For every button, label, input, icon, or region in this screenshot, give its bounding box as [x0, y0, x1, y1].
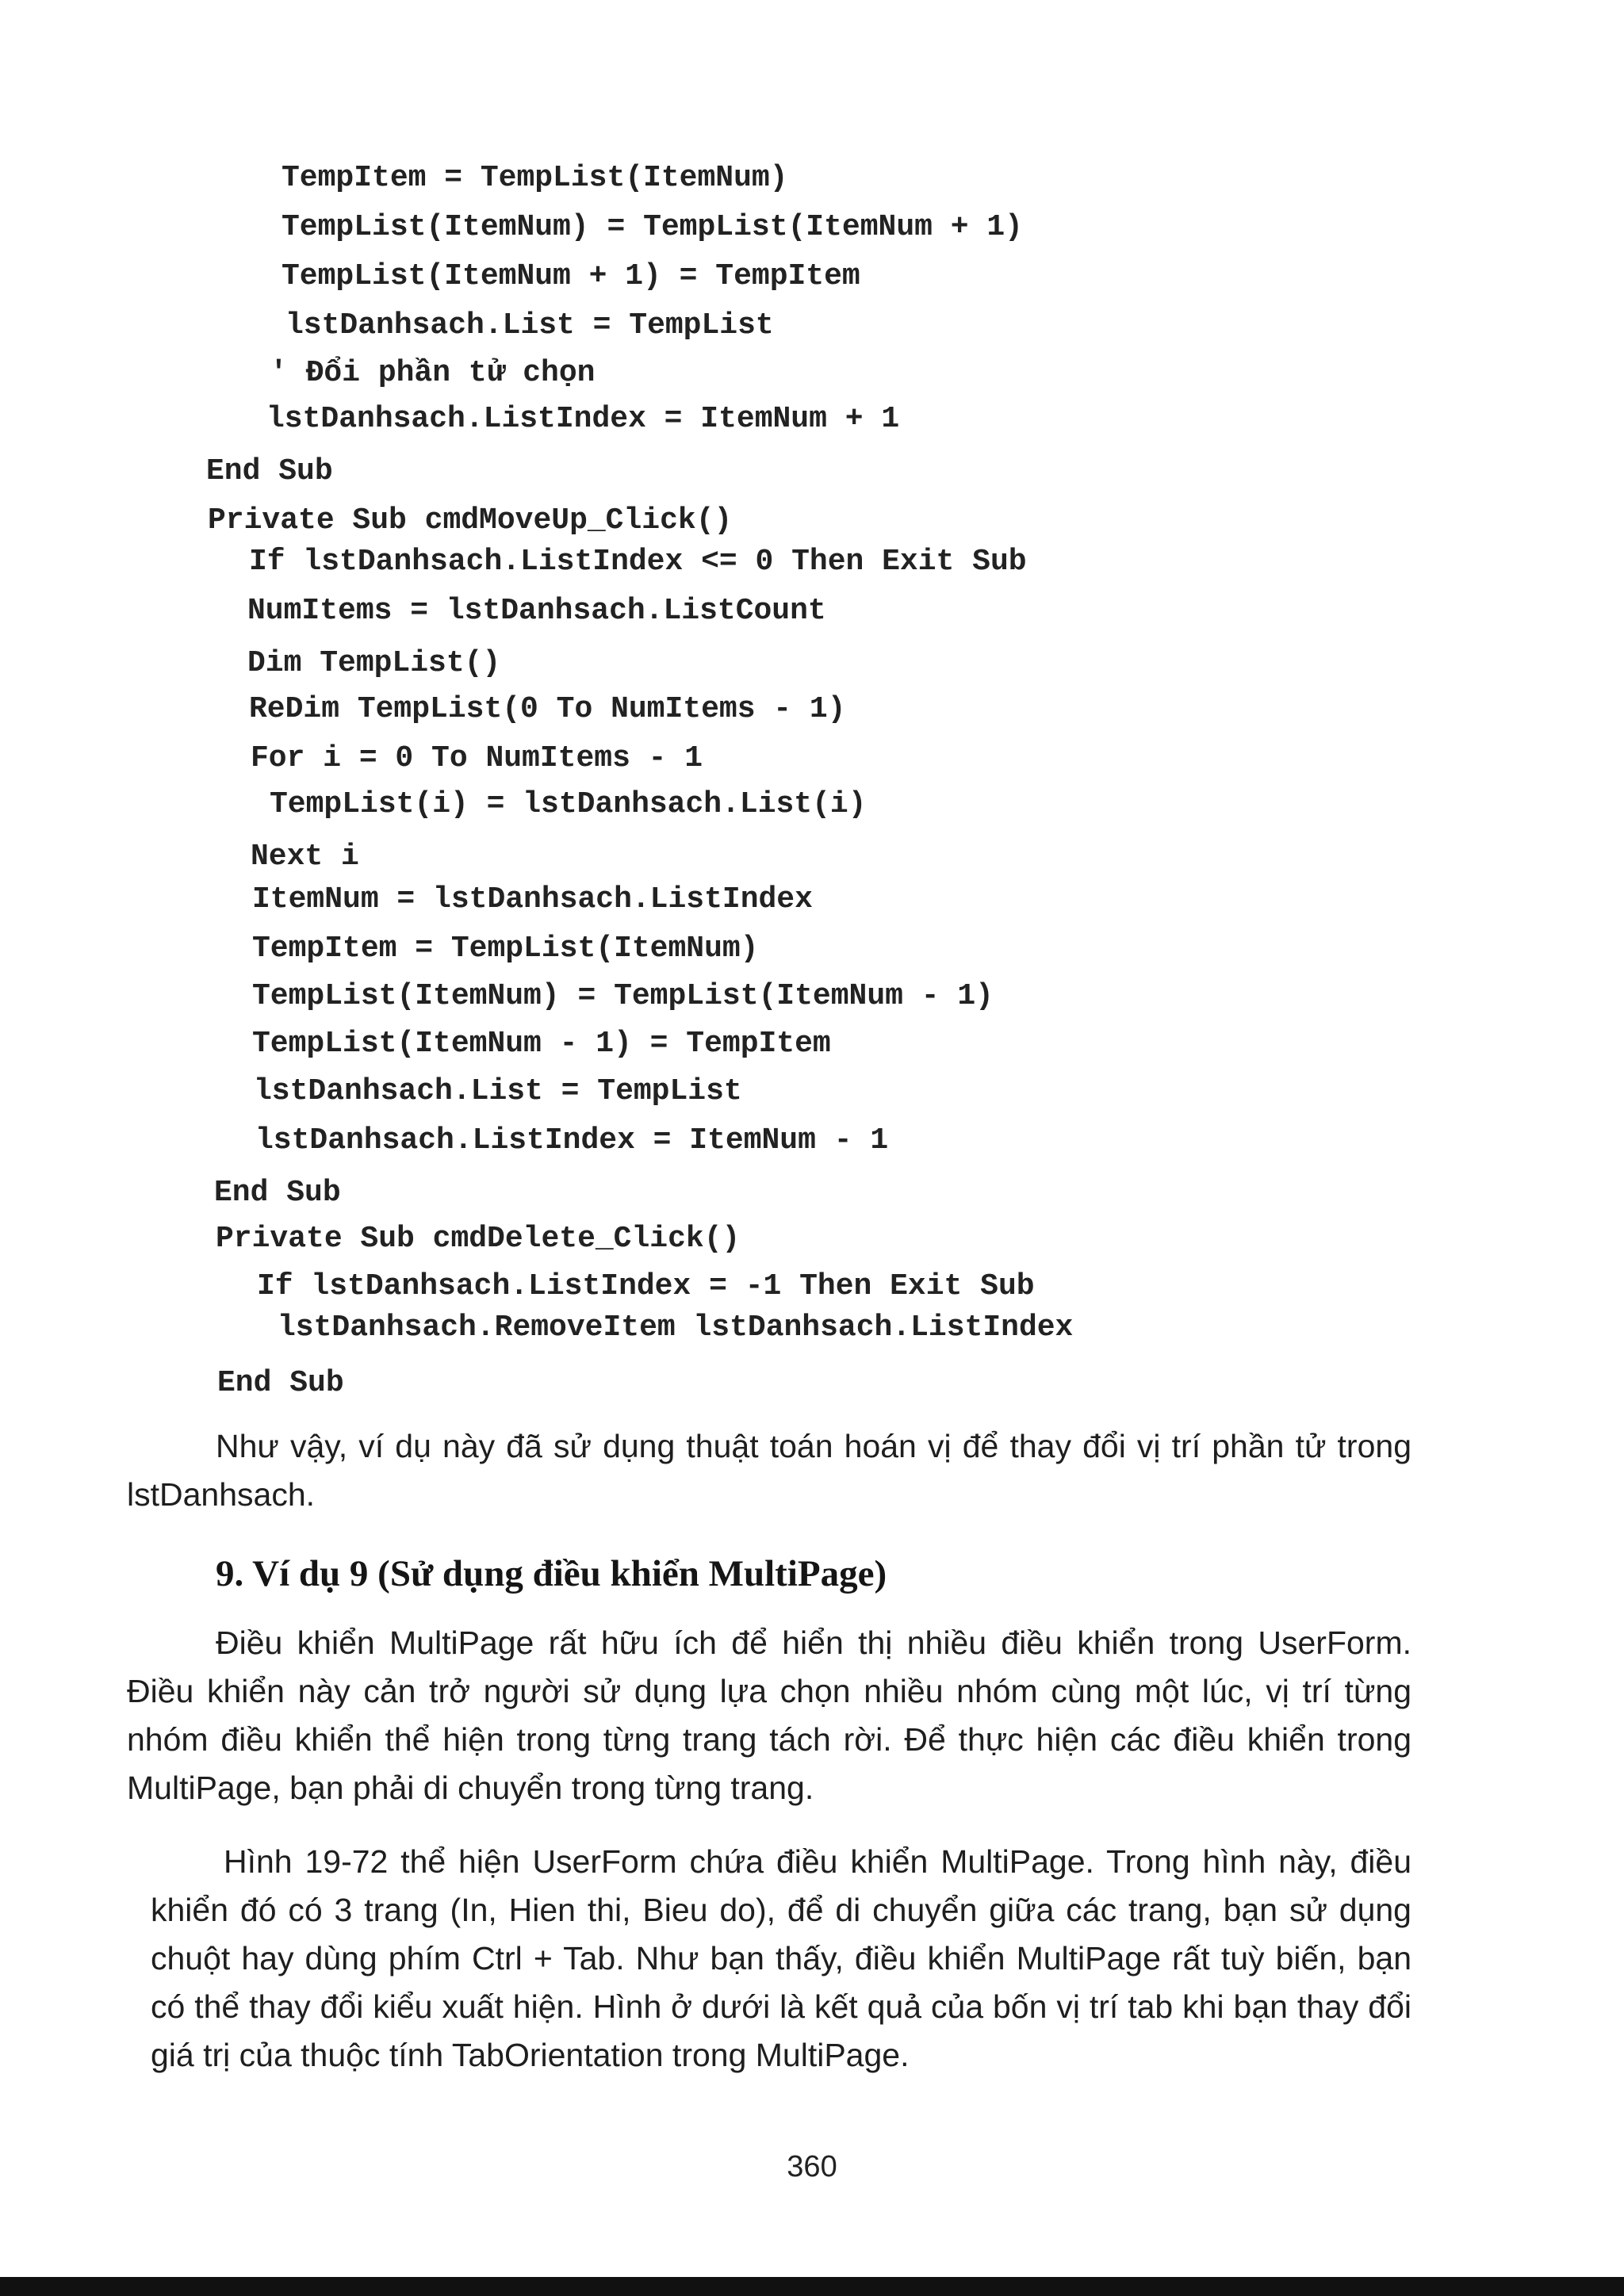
- code-line: TempItem = TempList(ItemNum): [252, 932, 759, 966]
- code-line: ItemNum = lstDanhsach.ListIndex: [252, 882, 813, 916]
- code-line: lstDanhsach.List = TempList: [254, 1074, 742, 1108]
- code-line: End Sub: [214, 1176, 341, 1210]
- code-line: Dim TempList(): [247, 646, 501, 680]
- code-line: TempList(ItemNum + 1) = TempItem: [282, 259, 860, 293]
- body-paragraph: Hình 19-72 thể hiện UserForm chứa điều khiển MultiPage. Trong hình này, điều khiển đó có 3 trang (In, Hien thi, Bieu do), để di chuyển giữa các trang, bạn sử dụng chuột hay dùng phím Ctrl + Tab. Như bạn thấy, điều khiển MultiPage rất tuỳ biến, bạn có thể thay đổi kiểu xuất hiện. Hình ở dưới là kết quả của bốn vị trí tab khi bạn thay đổi giá trị của thuộc tính TabOrientation trong MultiPage.: [151, 1843, 1411, 2073]
- page-number: 360: [787, 2150, 837, 2183]
- code-line: End Sub: [206, 454, 333, 488]
- code-line: TempList(i) = lstDanhsach.List(i): [270, 787, 867, 821]
- code-line: End Sub: [217, 1366, 344, 1400]
- code-line: For i = 0 To NumItems - 1: [251, 741, 703, 775]
- code-block: [0, 0, 1074, 1400]
- body-paragraph: Như vậy, ví dụ này đã sử dụng thuật toán hoán vị để thay đổi vị trí phần tử trong lstDanhsach.: [127, 1428, 1411, 1513]
- code-line: TempList(ItemNum) = TempList(ItemNum + 1): [282, 210, 1023, 244]
- code-line: lstDanhsach.List = TempList: [285, 308, 774, 342]
- code-line: Private Sub cmdMoveUp_Click(): [208, 503, 733, 538]
- body-paragraph: Điều khiển MultiPage rất hữu ích để hiển thị nhiều điều khiển trong UserForm. Điều khiển này cản trở người sử dụng lựa chọn nhiều nhóm cùng một lúc, vị trí từng nhóm điều khiển thể hiện trong từng trang tách rời. Để thực hiện các điều khiển trong MultiPage, bạn phải di chuyển trong từng trang.: [127, 1624, 1411, 1806]
- code-line: Private Sub cmdDelete_Click(): [216, 1222, 741, 1256]
- code-comment: ' Đổi phần tử chọn: [270, 356, 596, 390]
- code-line: If lstDanhsach.ListIndex = -1 Then Exit Sub: [257, 1269, 1035, 1303]
- code-line: ReDim TempList(0 To NumItems - 1): [249, 692, 846, 726]
- code-line: If lstDanhsach.ListIndex <= 0 Then Exit Sub: [249, 545, 1027, 579]
- code-line: NumItems = lstDanhsach.ListCount: [247, 594, 826, 628]
- scan-border: [0, 2277, 1624, 2296]
- code-line: TempList(ItemNum) = TempList(ItemNum - 1): [252, 979, 994, 1013]
- code-line: lstDanhsach.ListIndex = ItemNum - 1: [255, 1123, 889, 1158]
- code-line: lstDanhsach.RemoveItem lstDanhsach.ListIndex: [278, 1311, 1074, 1345]
- code-line: TempList(ItemNum - 1) = TempItem: [252, 1027, 831, 1061]
- code-line: lstDanhsach.ListIndex = ItemNum + 1: [266, 402, 900, 436]
- code-line: Next i: [251, 840, 359, 874]
- code-line: TempItem = TempList(ItemNum): [282, 161, 788, 195]
- section-heading: 9. Ví dụ 9 (Sử dụng điều khiển MultiPage): [216, 1553, 887, 1594]
